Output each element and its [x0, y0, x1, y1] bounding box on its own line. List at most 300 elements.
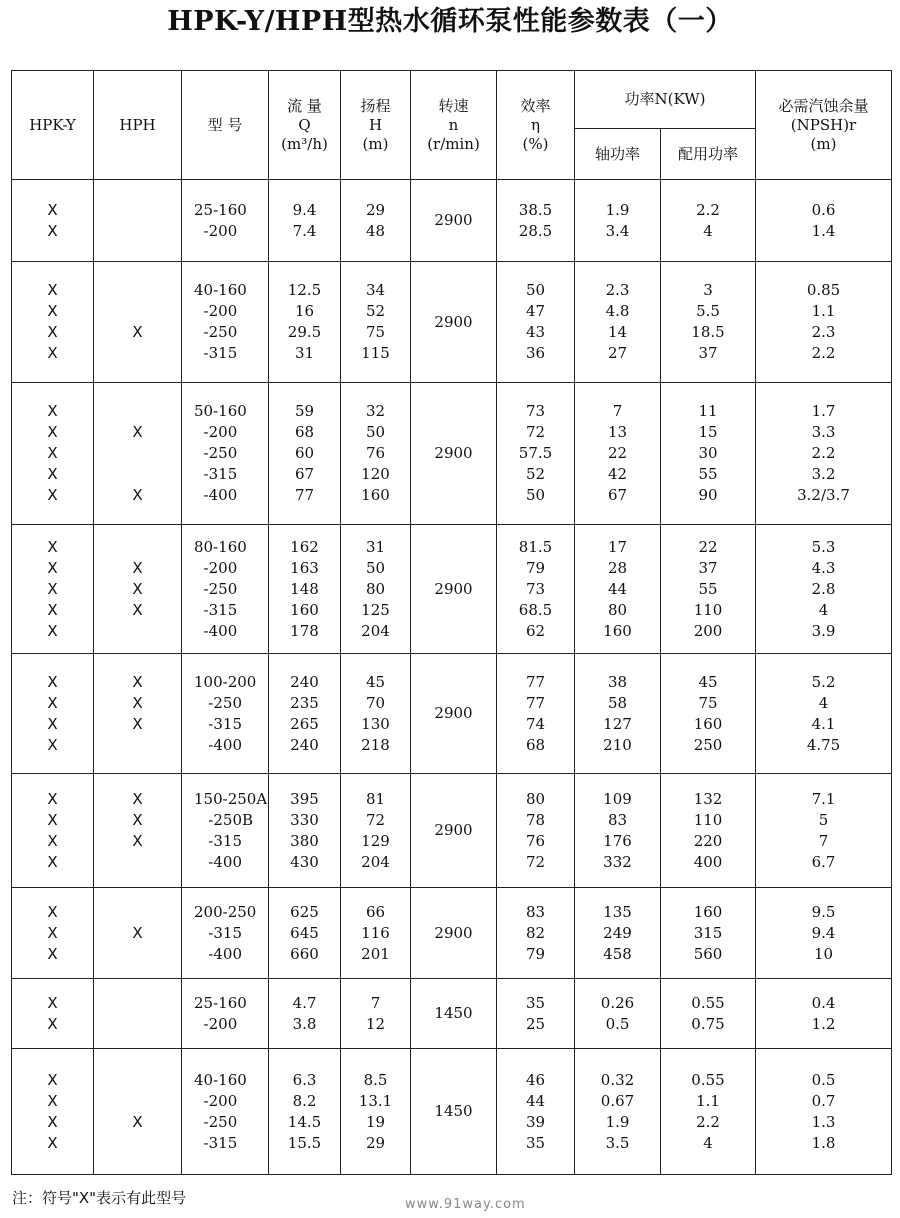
shaft-power-value: 0.67 [600, 1091, 635, 1110]
hpky-mark-value: X [47, 579, 58, 598]
npsh-value: 0.6 [811, 200, 836, 219]
hph-mark-value: X [132, 579, 143, 598]
motor-power-value: 15 [698, 423, 718, 441]
npsh-cell [756, 654, 892, 774]
model-value: -200 [194, 1014, 238, 1033]
npsh-value: 0.5 [811, 1070, 836, 1089]
efficiency-value: 39 [525, 1112, 546, 1131]
hph-mark-value: X [132, 672, 143, 691]
model-value: 25-160 [194, 200, 247, 219]
header-flow: 流 量 Q (m³/h) [269, 71, 341, 180]
motor-power-cell [661, 888, 756, 979]
npsh-value: 2.3 [811, 323, 836, 341]
motor-power-value: 55 [698, 579, 718, 598]
motor-power-value: 18.5 [691, 323, 725, 341]
efficiency-value: 68 [525, 735, 546, 754]
flow-value: 240 [290, 735, 319, 754]
head-value: 129 [361, 831, 390, 850]
flow-value: 178 [290, 621, 319, 640]
efficiency-value: 82 [525, 923, 546, 942]
shaft-power-cell [575, 979, 661, 1049]
speed-cell [411, 774, 497, 888]
efficiency-value: 38.5 [518, 200, 553, 219]
head-value: 48 [365, 221, 386, 240]
hph-mark-value [94, 443, 181, 464]
flow-cell [269, 888, 341, 979]
shaft-power-value: 3.5 [605, 1133, 630, 1152]
shaft-power-value: 4.8 [605, 302, 630, 320]
hph-mark-value: X [132, 831, 143, 850]
model-value: -315 [194, 600, 238, 619]
npsh-value: 0.85 [806, 281, 841, 299]
npsh-value: 5 [818, 810, 829, 829]
motor-power-value: 0.75 [691, 1014, 725, 1033]
hph-mark-value [94, 1091, 181, 1112]
hpky-mark-value: X [47, 831, 58, 850]
motor-power-cell [661, 654, 756, 774]
head-cell [341, 180, 411, 262]
flow-value: 60 [294, 444, 315, 462]
efficiency-cell [497, 262, 575, 383]
flow-value: 15.5 [287, 1133, 322, 1152]
motor-power-value: 2.2 [696, 1112, 720, 1131]
model-value: -315 [194, 923, 243, 942]
flow-value: 6.3 [292, 1070, 317, 1089]
shaft-power-value: 210 [603, 735, 632, 754]
head-value: 120 [361, 465, 390, 483]
hph-mark-value [94, 993, 181, 1014]
head-value: 75 [365, 323, 386, 341]
hpky-mark-cell [12, 979, 94, 1049]
efficiency-value: 78 [525, 810, 546, 829]
speed-cell [411, 180, 497, 262]
model-value: -315 [194, 831, 243, 850]
shaft-power-value: 1.9 [605, 1112, 630, 1131]
shaft-power-value: 27 [607, 344, 628, 362]
model-value: 150-250A [194, 789, 268, 808]
flow-value: 162 [290, 537, 319, 556]
flow-cell [269, 979, 341, 1049]
hpky-mark-value: X [47, 852, 58, 871]
group-row [12, 525, 892, 654]
motor-power-cell [661, 383, 756, 525]
npsh-value: 2.2 [811, 344, 836, 362]
efficiency-value: 36 [525, 344, 546, 362]
npsh-cell [756, 180, 892, 262]
model-value: 40-160 [194, 1070, 247, 1089]
model-value: -200 [194, 1091, 238, 1110]
head-value: 19 [365, 1112, 386, 1131]
efficiency-value: 68.5 [518, 600, 553, 619]
hph-mark-cell [94, 180, 182, 262]
hpky-mark-value: X [47, 1133, 58, 1152]
motor-power-value: 45 [698, 672, 718, 691]
head-value: 201 [361, 944, 390, 963]
npsh-value: 1.2 [811, 1014, 836, 1033]
model-value: -315 [194, 465, 238, 483]
shaft-power-cell [575, 1049, 661, 1175]
efficiency-value: 83 [525, 902, 546, 921]
motor-power-value: 22 [698, 537, 718, 556]
hph-mark-cell [94, 774, 182, 888]
hpky-mark-value: X [47, 693, 58, 712]
motor-power-value: 30 [698, 444, 718, 462]
flow-value: 31 [294, 344, 315, 362]
shaft-power-value: 58 [607, 693, 628, 712]
shaft-power-value: 83 [607, 810, 628, 829]
hph-mark-cell [94, 979, 182, 1049]
motor-power-value: 55 [698, 465, 718, 483]
shaft-power-value: 14 [607, 323, 628, 341]
shaft-power-value: 249 [603, 923, 632, 942]
hpky-mark-value: X [47, 200, 58, 219]
motor-power-cell [661, 525, 756, 654]
motor-power-value: 160 [693, 902, 723, 921]
performance-table [11, 70, 892, 1175]
npsh-value: 2.8 [811, 579, 836, 598]
hpky-mark-value: X [47, 789, 58, 808]
hph-mark-value [94, 621, 181, 642]
flow-value: 12.5 [287, 281, 322, 299]
hpky-mark-value: X [47, 902, 58, 921]
efficiency-value: 81.5 [518, 537, 553, 556]
hph-mark-value [94, 852, 181, 873]
flow-value: 9.4 [292, 200, 317, 219]
motor-power-value: 3 [703, 281, 713, 299]
head-value: 34 [365, 281, 386, 299]
flow-value: 395 [290, 789, 319, 808]
npsh-value: 3.2/3.7 [797, 486, 850, 504]
watermark: www.91way.com [405, 1197, 526, 1212]
head-value: 116 [361, 923, 390, 942]
header-power: 功率N(KW) [575, 71, 756, 129]
hpky-mark-value: X [47, 486, 58, 504]
head-cell [341, 888, 411, 979]
efficiency-value: 62 [525, 621, 546, 640]
model-value: 100-200 [194, 672, 257, 691]
model-value: -200 [194, 558, 238, 577]
npsh-cell [756, 774, 892, 888]
npsh-value: 1.4 [811, 221, 836, 240]
speed-cell [411, 383, 497, 525]
shaft-power-value: 0.32 [600, 1070, 635, 1089]
model-value: -250 [194, 579, 238, 598]
flow-value: 240 [290, 672, 319, 691]
model-cell [182, 525, 269, 654]
efficiency-value: 74 [525, 714, 546, 733]
hph-mark-value [94, 944, 181, 965]
hph-mark-value: X [132, 600, 143, 619]
shaft-power-cell [575, 262, 661, 383]
page-title: HPK-Y/HPH型热水循环泵性能参数表（一） [167, 6, 733, 37]
model-value: 80-160 [194, 537, 247, 556]
hph-mark-value: X [132, 693, 143, 712]
header-hph: HPH [94, 71, 182, 180]
flow-value: 148 [290, 579, 319, 598]
efficiency-value: 46 [525, 1070, 546, 1089]
group-row [12, 888, 892, 979]
speed-value: 2900 [434, 444, 473, 462]
footnote: 注：符号"X"表示有此型号 [12, 1189, 187, 1207]
speed-cell [411, 654, 497, 774]
model-value: -400 [194, 735, 243, 754]
hpky-mark-value: X [47, 465, 58, 483]
model-value: -400 [194, 944, 243, 963]
flow-value: 29.5 [287, 323, 322, 341]
hph-mark-value: X [132, 810, 143, 829]
hpky-mark-value: X [47, 672, 58, 691]
efficiency-value: 77 [525, 672, 546, 691]
head-value: 72 [365, 810, 386, 829]
npsh-value: 0.4 [811, 993, 836, 1012]
model-value: -250 [194, 444, 238, 462]
efficiency-value: 72 [525, 423, 546, 441]
npsh-value: 4 [818, 600, 829, 619]
hpky-mark-value: X [47, 600, 58, 619]
hpky-mark-value: X [47, 1112, 58, 1131]
npsh-value: 5.3 [811, 537, 836, 556]
motor-power-value: 200 [693, 621, 723, 640]
hph-mark-value: X [132, 486, 143, 504]
motor-power-value: 11 [698, 402, 718, 420]
hph-mark-value: X [132, 789, 143, 808]
speed-value: 2900 [434, 579, 473, 598]
head-value: 76 [365, 444, 386, 462]
flow-cell [269, 1049, 341, 1175]
hpky-mark-value: X [47, 221, 58, 240]
model-value: -200 [194, 302, 238, 320]
flow-value: 625 [290, 902, 319, 921]
hpky-mark-cell [12, 654, 94, 774]
efficiency-cell [497, 774, 575, 888]
flow-value: 163 [290, 558, 319, 577]
shaft-power-value: 0.5 [605, 1014, 630, 1033]
motor-power-value: 0.55 [691, 1070, 725, 1089]
flow-value: 7.4 [292, 221, 317, 240]
motor-power-value: 4 [703, 1133, 713, 1152]
group-row [12, 654, 892, 774]
efficiency-value: 52 [525, 465, 546, 483]
head-value: 13.1 [358, 1091, 393, 1110]
head-cell [341, 383, 411, 525]
efficiency-value: 43 [525, 323, 546, 341]
hpky-mark-value: X [47, 402, 58, 420]
speed-cell [411, 1049, 497, 1175]
shaft-power-value: 176 [603, 831, 632, 850]
head-value: 31 [365, 537, 386, 556]
shaft-power-value: 135 [603, 902, 632, 921]
head-value: 204 [361, 852, 390, 871]
hph-mark-value [94, 1133, 181, 1154]
npsh-value: 4.75 [806, 735, 841, 754]
flow-value: 16 [294, 302, 315, 320]
model-value: -200 [194, 221, 238, 240]
hpky-mark-value: X [47, 537, 58, 556]
hpky-mark-value: X [47, 810, 58, 829]
hph-mark-value: X [132, 714, 143, 733]
group-row [12, 180, 892, 262]
hph-mark-value [94, 464, 181, 485]
npsh-cell [756, 262, 892, 383]
motor-power-value: 160 [693, 714, 723, 733]
npsh-value: 1.7 [811, 402, 836, 420]
hph-mark-cell [94, 1049, 182, 1175]
model-value: 200-250 [194, 902, 257, 921]
motor-power-value: 4 [703, 221, 713, 240]
hpky-mark-value: X [47, 1091, 58, 1110]
header-head: 扬程 H (m) [341, 71, 411, 180]
npsh-value: 1.1 [811, 302, 836, 320]
npsh-value: 5.2 [811, 672, 836, 691]
model-cell [182, 262, 269, 383]
hpky-mark-cell [12, 525, 94, 654]
head-cell [341, 654, 411, 774]
head-cell [341, 979, 411, 1049]
shaft-power-cell [575, 525, 661, 654]
head-value: 66 [365, 902, 386, 921]
hpky-mark-value: X [47, 444, 58, 462]
head-cell [341, 525, 411, 654]
motor-power-value: 5.5 [696, 302, 720, 320]
head-value: 80 [365, 579, 386, 598]
head-value: 204 [361, 621, 390, 640]
header-hpky: HPK-Y [12, 71, 94, 180]
hph-mark-value [94, 221, 181, 242]
efficiency-value: 77 [525, 693, 546, 712]
efficiency-cell [497, 654, 575, 774]
motor-power-value: 37 [698, 344, 718, 362]
header-efficiency: 效率 η (%) [497, 71, 575, 180]
hph-mark-cell [94, 383, 182, 525]
model-cell [182, 654, 269, 774]
shaft-power-value: 80 [607, 600, 628, 619]
hph-mark-value: X [132, 423, 143, 441]
motor-power-value: 0.55 [691, 993, 725, 1012]
head-value: 50 [365, 558, 386, 577]
model-value: -400 [194, 486, 238, 504]
flow-cell [269, 383, 341, 525]
flow-value: 660 [290, 944, 319, 963]
npsh-value: 10 [813, 944, 834, 963]
hph-mark-value [94, 301, 181, 322]
head-cell [341, 1049, 411, 1175]
shaft-power-cell [575, 654, 661, 774]
motor-power-value: 110 [693, 810, 723, 829]
shaft-power-value: 67 [607, 486, 628, 504]
model-value: -250 [194, 323, 238, 341]
npsh-value: 3.2 [811, 465, 836, 483]
hph-mark-value: X [132, 1112, 143, 1131]
hpky-mark-value: X [47, 944, 58, 963]
hpky-mark-value: X [47, 923, 58, 942]
shaft-power-value: 3.4 [605, 221, 630, 240]
npsh-value: 7.1 [811, 789, 836, 808]
npsh-cell [756, 979, 892, 1049]
efficiency-value: 50 [525, 281, 546, 299]
hph-mark-value [94, 200, 181, 221]
shaft-power-value: 7 [612, 402, 623, 420]
speed-cell [411, 979, 497, 1049]
efficiency-value: 79 [525, 944, 546, 963]
speed-value: 2900 [434, 821, 473, 839]
npsh-value: 4 [818, 693, 829, 712]
head-value: 32 [365, 402, 386, 420]
flow-value: 330 [290, 810, 319, 829]
efficiency-cell [497, 525, 575, 654]
model-value: -250B [194, 810, 254, 829]
motor-power-value: 110 [693, 600, 723, 619]
motor-power-value: 250 [693, 735, 723, 754]
motor-power-value: 400 [693, 852, 723, 871]
shaft-power-value: 28 [607, 558, 628, 577]
model-value: 25-160 [194, 993, 247, 1012]
head-value: 29 [365, 200, 386, 219]
hpky-mark-value: X [47, 621, 58, 640]
shaft-power-value: 0.26 [600, 993, 635, 1012]
npsh-value: 3.3 [811, 423, 836, 441]
speed-value: 1450 [434, 1102, 473, 1120]
hpky-mark-value: X [47, 281, 58, 299]
npsh-value: 2.2 [811, 444, 836, 462]
hph-mark-value: X [132, 323, 143, 341]
model-cell [182, 774, 269, 888]
hph-mark-cell [94, 525, 182, 654]
model-value: 50-160 [194, 402, 247, 420]
flow-value: 430 [290, 852, 319, 871]
speed-value: 2900 [434, 923, 473, 942]
model-value: -400 [194, 621, 238, 640]
hpky-mark-cell [12, 180, 94, 262]
motor-power-value: 315 [693, 923, 723, 942]
motor-power-value: 75 [698, 693, 718, 712]
group-row [12, 1049, 892, 1175]
hph-mark-value [94, 1070, 181, 1091]
head-cell [341, 774, 411, 888]
speed-value: 2900 [434, 211, 473, 229]
model-cell [182, 383, 269, 525]
model-value: -400 [194, 852, 243, 871]
efficiency-value: 72 [525, 852, 546, 871]
hph-mark-value [94, 343, 181, 364]
head-value: 50 [365, 423, 386, 441]
flow-cell [269, 774, 341, 888]
flow-value: 380 [290, 831, 319, 850]
hph-mark-value: X [132, 923, 143, 942]
model-cell [182, 979, 269, 1049]
shaft-power-cell [575, 180, 661, 262]
npsh-value: 3.9 [811, 621, 836, 640]
npsh-value: 6.7 [811, 852, 836, 871]
model-value: -315 [194, 1133, 238, 1152]
npsh-cell [756, 525, 892, 654]
flow-cell [269, 525, 341, 654]
hph-mark-value [94, 902, 181, 923]
hpky-mark-value: X [47, 993, 58, 1012]
head-cell [341, 262, 411, 383]
shaft-power-value: 22 [607, 444, 628, 462]
hpky-mark-cell [12, 383, 94, 525]
flow-value: 235 [290, 693, 319, 712]
hph-mark-cell [94, 654, 182, 774]
motor-power-value: 132 [693, 789, 723, 808]
hpky-mark-cell [12, 888, 94, 979]
efficiency-cell [497, 979, 575, 1049]
motor-power-cell [661, 979, 756, 1049]
hpky-mark-cell [12, 774, 94, 888]
flow-value: 14.5 [287, 1112, 322, 1131]
hpky-mark-value: X [47, 1070, 58, 1089]
head-value: 115 [361, 344, 390, 362]
